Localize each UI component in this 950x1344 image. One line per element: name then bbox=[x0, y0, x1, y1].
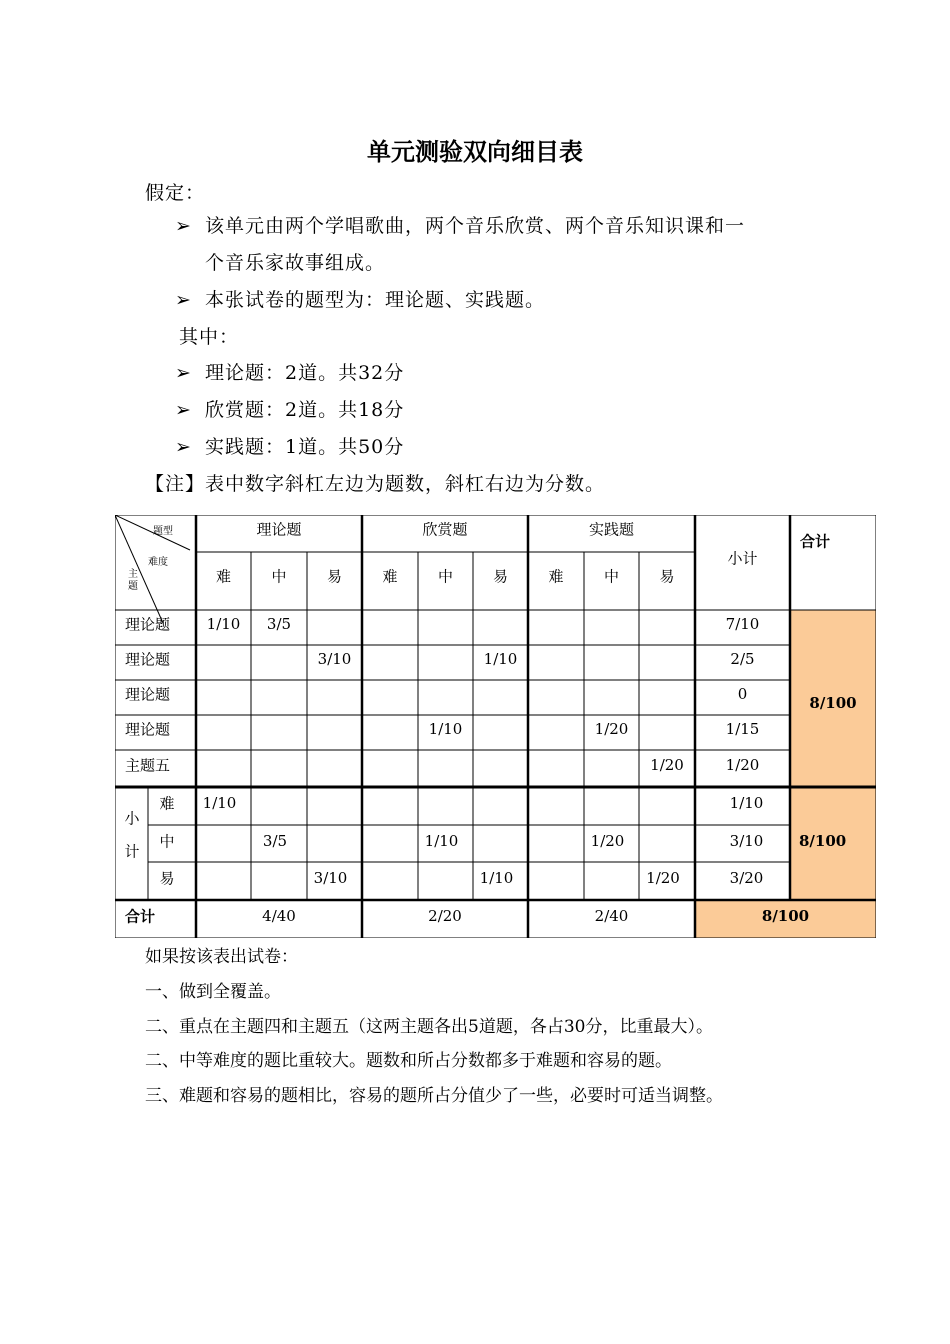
bullet-item-4 bbox=[175, 395, 404, 422]
row-subtotal: 1/15 bbox=[725, 719, 760, 738]
corner-difficulty-label: 难度 bbox=[148, 557, 168, 568]
bullet-icon: ➢ bbox=[175, 436, 192, 458]
table-cell: 1/20 bbox=[650, 755, 684, 774]
subtotal-header: 小计 bbox=[727, 549, 758, 568]
bullet-icon: ➢ bbox=[175, 362, 192, 384]
row-subtotal: 1/10 bbox=[729, 794, 764, 812]
table-cell: 1/20 bbox=[590, 831, 625, 850]
table-cell: 1/10 bbox=[206, 614, 241, 633]
grand-total-value: 8/100 bbox=[761, 907, 810, 925]
table-cell: 3/10 bbox=[317, 649, 352, 668]
row-subtotal: 3/20 bbox=[729, 869, 764, 887]
table-cell: 3/5 bbox=[262, 831, 288, 850]
bullet-icon: ➢ bbox=[175, 399, 192, 421]
subtotal-side-label: 计 bbox=[124, 842, 140, 860]
difficulty-header: 中 bbox=[603, 567, 620, 586]
page-title: 单元测验双向细目表 bbox=[367, 138, 583, 166]
difficulty-row-label: 易 bbox=[159, 869, 175, 888]
bullet-item-5 bbox=[175, 432, 404, 459]
row-label: 主题五 bbox=[125, 756, 171, 774]
block-total: 8/100 bbox=[799, 831, 847, 850]
among-label: 其中： bbox=[179, 326, 240, 348]
difficulty-row-label: 难 bbox=[159, 794, 175, 813]
subtotal-side-label: 小 bbox=[124, 809, 140, 828]
bullet-text: 实践题：1道。共50分 bbox=[205, 436, 405, 458]
table-cell: 1/10 bbox=[479, 869, 514, 887]
bullet-text: 欣赏题：2道。共18分 bbox=[205, 399, 405, 421]
row-label: 理论题 bbox=[125, 650, 171, 668]
note-text: 【注】表中数字斜杠左边为题数，斜杠右边为分数。 bbox=[145, 473, 606, 495]
table-cell: 3/5 bbox=[266, 614, 292, 633]
row-subtotal: 3/10 bbox=[729, 831, 764, 850]
conclusion-item: 二、中等难度的题比重较大。题数和所占分数都多于难题和容易的题。 bbox=[145, 1051, 672, 1071]
row-subtotal: 2/5 bbox=[730, 649, 755, 668]
group-total: 2/20 bbox=[428, 907, 462, 925]
bullet-item-1 bbox=[175, 211, 745, 238]
difficulty-header: 中 bbox=[271, 567, 287, 586]
table-cell: 1/10 bbox=[428, 719, 463, 738]
difficulty-header: 易 bbox=[492, 567, 509, 586]
assume-label: 假定： bbox=[145, 182, 206, 204]
specification-table bbox=[115, 515, 876, 938]
difficulty-header: 难 bbox=[548, 567, 564, 586]
conclusion-item: 三、难题和容易的题相比，容易的题所占分值少了一些，必要时可适当调整。 bbox=[145, 1086, 723, 1106]
bullet-text: 该单元由两个学唱歌曲，两个音乐欣赏、两个音乐知识课和一 bbox=[205, 215, 746, 237]
grand-total-label: 合计 bbox=[125, 907, 156, 926]
row-label: 理论题 bbox=[125, 720, 171, 738]
difficulty-header: 难 bbox=[215, 567, 232, 586]
row-subtotal: 1/20 bbox=[725, 755, 760, 774]
conclusion-heading: 如果按该表出试卷： bbox=[145, 947, 298, 967]
group-total: 4/40 bbox=[262, 907, 296, 925]
bullet-text: 本张试卷的题型为：理论题、实践题。 bbox=[205, 289, 546, 311]
row-subtotal: 0 bbox=[737, 684, 748, 703]
table-cell: 1/20 bbox=[594, 719, 629, 738]
table-cell: 1/10 bbox=[483, 649, 518, 668]
group-header: 实践题 bbox=[588, 520, 635, 539]
corner-topic-label-2: 题 bbox=[128, 581, 138, 592]
conclusion-item: 二、重点在主题四和主题五（这两主题各出5道题，各占30分，比重最大）。 bbox=[145, 1017, 713, 1037]
total-header: 合计 bbox=[800, 532, 831, 551]
corner-topic-label-1: 主 bbox=[128, 569, 138, 580]
block-total: 8/100 bbox=[809, 693, 857, 712]
row-label: 理论题 bbox=[125, 685, 171, 703]
corner-type-label: 题型 bbox=[153, 526, 173, 537]
bullet-icon: ➢ bbox=[175, 289, 192, 311]
table-cell: 1/10 bbox=[202, 794, 237, 812]
difficulty-header: 易 bbox=[326, 567, 343, 586]
difficulty-header: 易 bbox=[659, 567, 675, 586]
group-header: 理论题 bbox=[256, 520, 302, 539]
row-subtotal: 7/10 bbox=[725, 614, 760, 633]
difficulty-row-label: 中 bbox=[159, 832, 175, 850]
group-total: 2/40 bbox=[594, 907, 629, 925]
table-cell: 1/20 bbox=[646, 869, 680, 887]
group-header: 欣赏题 bbox=[422, 520, 468, 539]
bullet-item-3 bbox=[175, 358, 404, 385]
bullet-text: 理论题：2道。共32分 bbox=[205, 362, 405, 384]
table-cell: 3/10 bbox=[313, 869, 348, 887]
row-label: 理论题 bbox=[125, 615, 171, 633]
table-cell: 1/10 bbox=[424, 831, 459, 850]
difficulty-header: 难 bbox=[382, 567, 398, 586]
conclusion-item: 一、做到全覆盖。 bbox=[145, 982, 281, 1002]
difficulty-header: 中 bbox=[437, 567, 454, 586]
bullet-item-2 bbox=[175, 285, 545, 312]
bullet-icon: ➢ bbox=[175, 215, 192, 237]
bullet-item-1-cont: 个音乐家故事组成。 bbox=[205, 252, 386, 274]
